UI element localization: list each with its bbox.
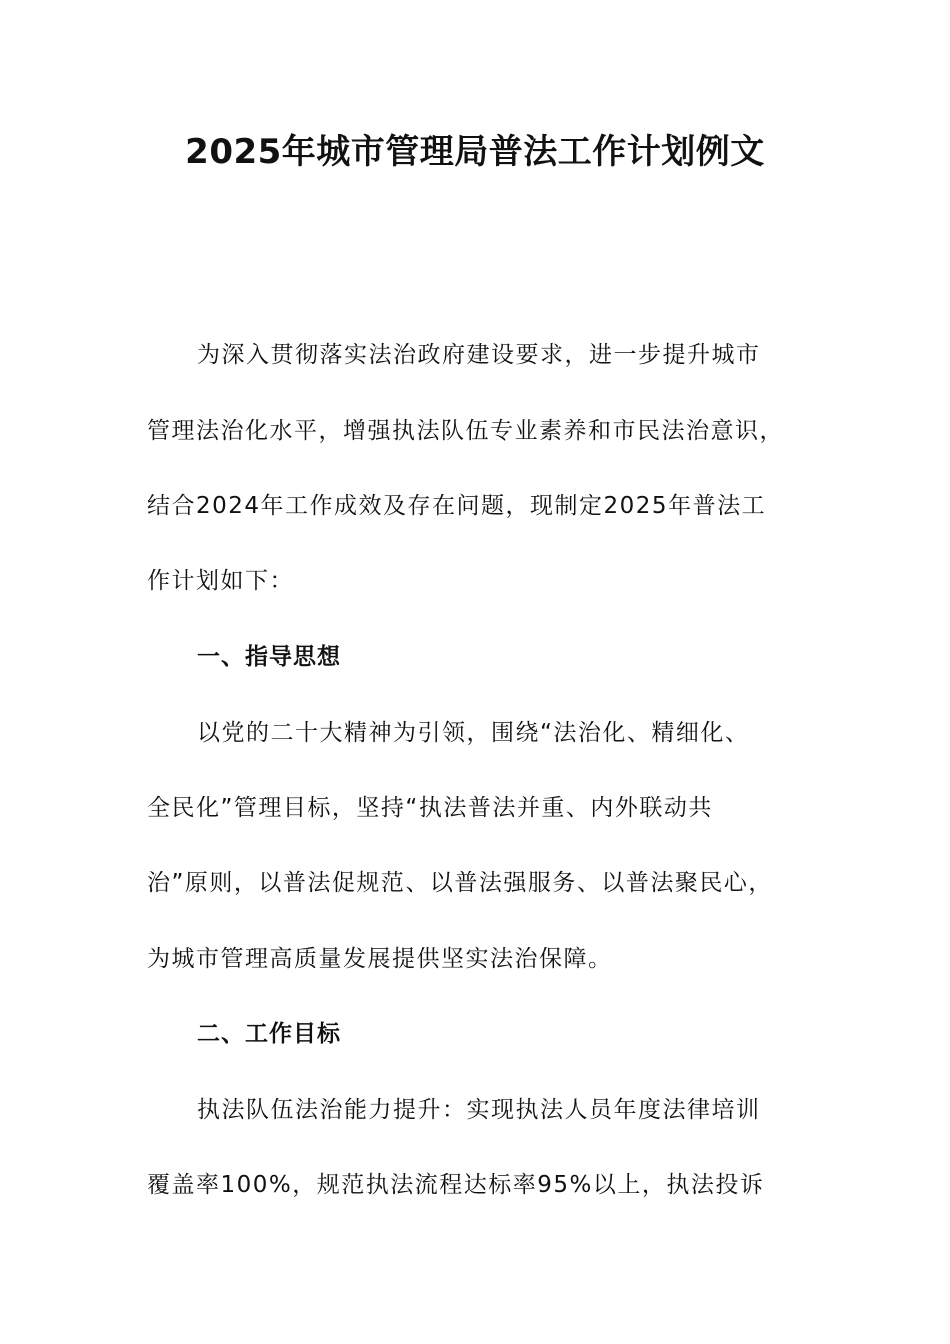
document-title: 2025年城市管理局普法工作计划例文 [185, 132, 765, 172]
section-heading-guiding-ideology: 一、指导思想 [197, 644, 341, 670]
intro-line-3: 结合2024年工作成效及存在问题，现制定2025年普法工 [147, 493, 767, 519]
intro-line-1: 为深入贯彻落实法治政府建设要求，进一步提升城市 [197, 342, 761, 368]
section2-line-1: 执法队伍法治能力提升：实现执法人员年度法律培训 [197, 1097, 761, 1123]
section1-line-4: 为城市管理高质量发展提供坚实法治保障。 [147, 946, 613, 972]
section1-line-2: 全民化”管理目标，坚持“执法普法并重、内外联动共 [147, 795, 713, 821]
intro-line-2: 管理法治化水平，增强执法队伍专业素养和市民法治意识， [147, 418, 784, 444]
intro-line-4: 作计划如下： [147, 568, 294, 594]
section1-line-1: 以党的二十大精神为引领，围绕“法治化、精细化、 [197, 720, 750, 746]
section2-line-2: 覆盖率100%，规范执法流程达标率95%以上，执法投诉 [147, 1172, 765, 1198]
section-heading-work-goals: 二、工作目标 [197, 1021, 341, 1047]
section1-line-3: 治”原则，以普法促规范、以普法强服务、以普法聚民心， [147, 870, 773, 896]
